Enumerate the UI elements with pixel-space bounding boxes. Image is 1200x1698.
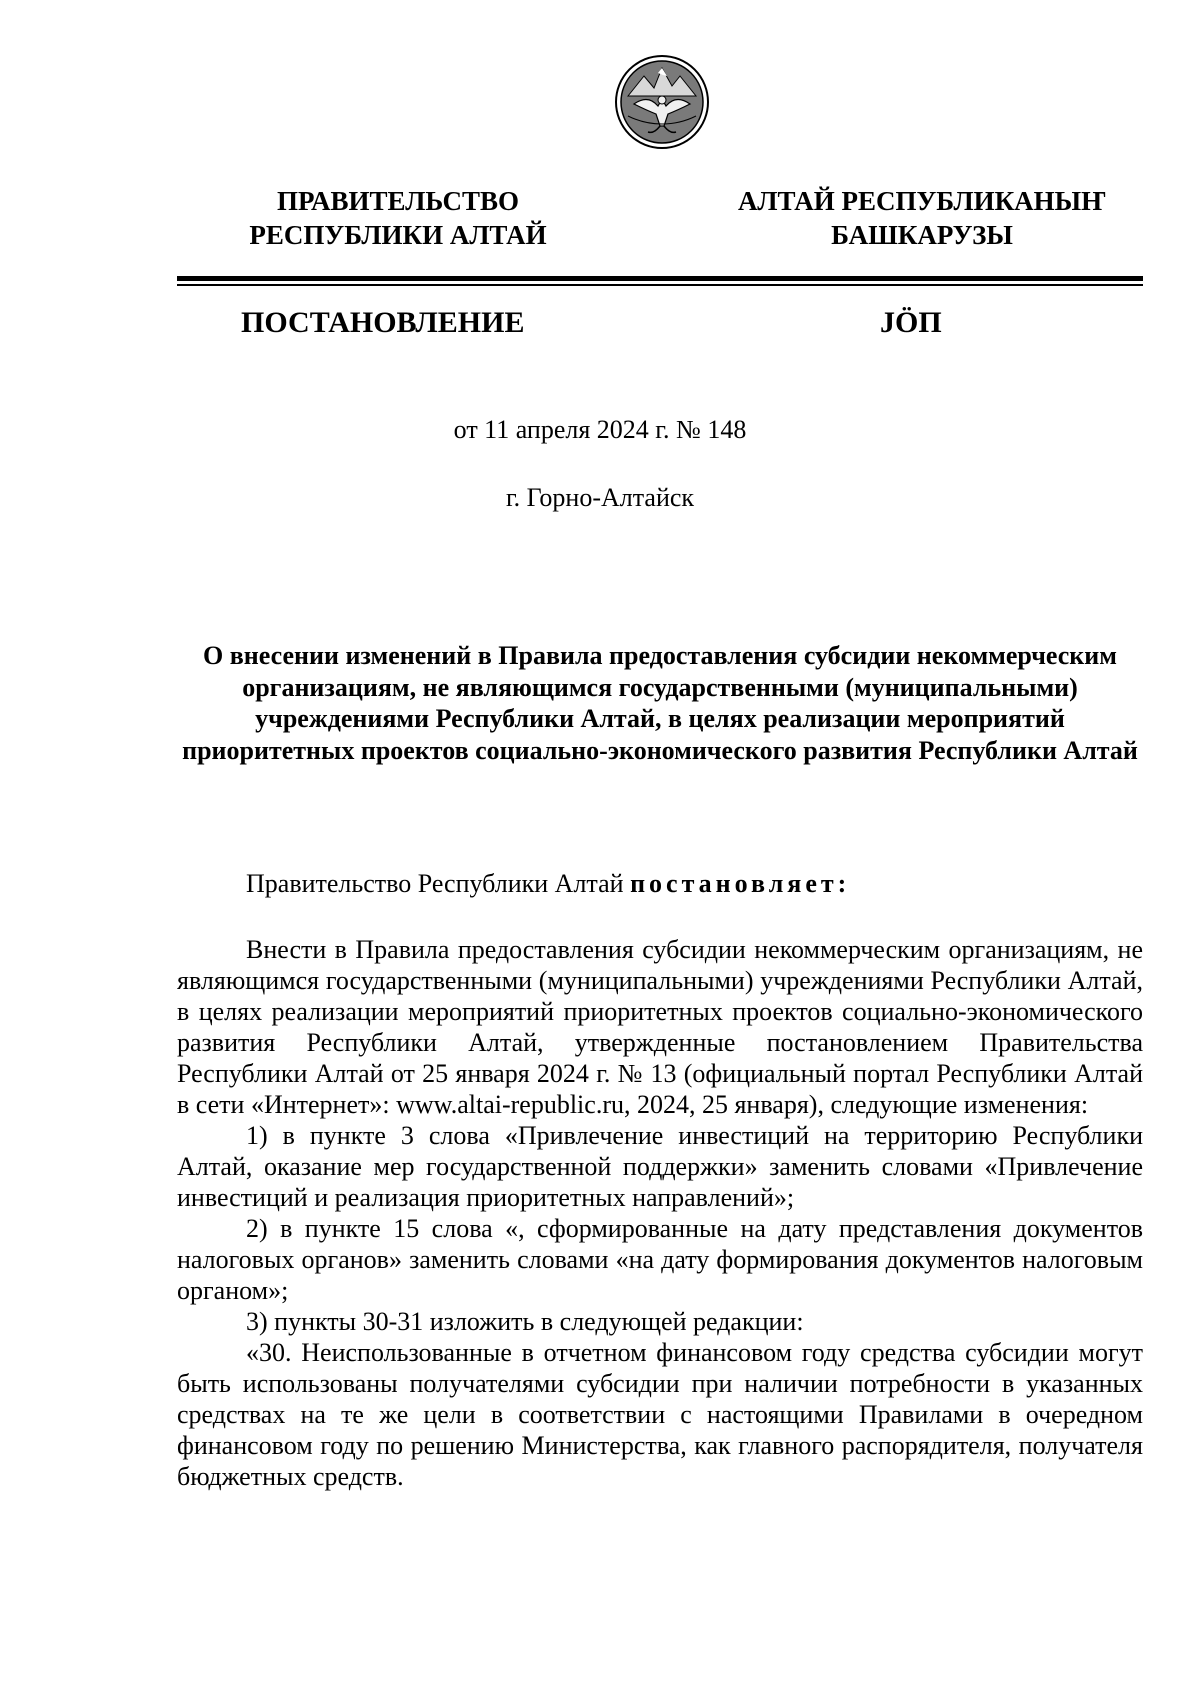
document-title-text: О внесении изменений в Правила предоставления субсидии некоммерческим организациям, не являющимся государственными (муниципальными) учреждениями Республики Алтай, в целях реализации мероприятий приоритетных проектов социально-экономического развития Республики Алтай bbox=[182, 641, 1138, 765]
doc-type-altai: JÖП bbox=[880, 306, 942, 339]
header-left bbox=[228, 184, 568, 252]
document-body bbox=[177, 934, 1143, 1492]
preamble-emphasis: постановляет: bbox=[630, 869, 851, 898]
header-left-line2: РЕСПУБЛИКИ АЛТАЙ bbox=[249, 220, 547, 250]
body-paragraph: 1) в пункте 3 слова «Привлечение инвестиций на территорию Республики Алтай, оказание мер государственной поддержки» заменить словами «Привлечение инвестиций и реализация приоритетных направлений»; bbox=[177, 1121, 1143, 1212]
header-left-line1: ПРАВИТЕЛЬСТВО bbox=[276, 186, 520, 216]
coat-of-arms-emblem bbox=[614, 54, 710, 150]
document-date-number: от 11 апреля 2024 г. № 148 bbox=[453, 415, 747, 444]
header-right bbox=[732, 184, 1112, 252]
document-city: г. Горно-Алтайск bbox=[505, 483, 695, 512]
body-paragraph: «30. Неиспользованные в отчетном финансовом году средства субсидии могут быть использованы получателями субсидии при наличии потребности в указанных средствах на те же цели в соответствии с настоящими Правилами в очередном финансовом году по решению Министерства, как главного распорядителя, получателя бюджетных средств. bbox=[177, 1338, 1143, 1491]
body-paragraph: 3) пункты 30-31 изложить в следующей редакции: bbox=[246, 1307, 804, 1336]
header-divider-thick bbox=[177, 276, 1143, 281]
header-right-line2: БАШКАРУЗЫ bbox=[831, 220, 1013, 250]
header-divider-thin bbox=[177, 284, 1143, 286]
body-paragraph: Внести в Правила предоставления субсидии некоммерческим организациям, не являющимся государственными (муниципальными) учреждениями Республики Алтай, в целях реализации мероприятий приоритетных проектов социально-экономического развития Республики Алтай, утвержденные постановлением Правительства Республики Алтай от 25 января 2024 г. № 13 (официальный портал Республики Алтай в сети «Интернет»: www.altai-republic.ru, 2024, 25 января), следующие изменения: bbox=[177, 935, 1143, 1119]
preamble-text: Правительство Республики Алтай bbox=[246, 869, 631, 898]
doc-type-russian: ПОСТАНОВЛЕНИЕ bbox=[241, 306, 525, 339]
preamble bbox=[246, 868, 850, 900]
header-right-line1: АЛТАЙ РЕСПУБЛИКАНЫҤ bbox=[737, 186, 1107, 216]
document-title bbox=[177, 640, 1143, 766]
body-paragraph: 2) в пункте 15 слова «, сформированные на дату представления документов налоговых органов» заменить словами «на дату формирования документов налоговым органом»; bbox=[177, 1214, 1143, 1305]
